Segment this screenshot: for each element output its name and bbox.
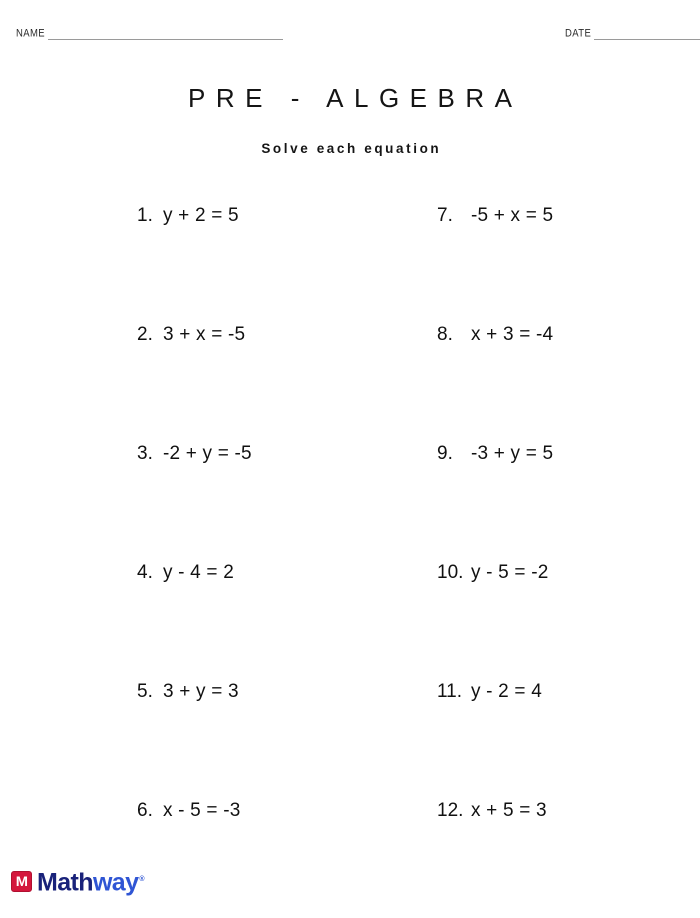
problem-equation: 3 + y = 3 [163, 681, 239, 702]
mathway-mark-letter: M [15, 873, 28, 889]
mathway-mark-icon [11, 871, 32, 892]
problems-column-left [137, 204, 252, 918]
problem-equation: x + 3 = -4 [471, 324, 554, 345]
problem-number: 2. [137, 324, 153, 345]
name-label: NAME [16, 27, 46, 40]
worksheet-header [0, 22, 700, 42]
problem-equation: -3 + y = 5 [471, 443, 554, 464]
date-field[interactable] [565, 22, 700, 40]
problem-number: 1. [137, 205, 153, 226]
name-input-rule[interactable] [48, 28, 283, 40]
problem-equation: y - 2 = 4 [471, 681, 542, 702]
problem-number: 7. [437, 205, 453, 226]
date-input-rule[interactable] [594, 28, 700, 40]
problems-column-right [437, 204, 553, 918]
problem-number: 3. [137, 443, 153, 464]
problem-number: 10. [437, 562, 464, 583]
problem-equation: x - 5 = -3 [163, 800, 241, 821]
problem-equation: -2 + y = -5 [163, 443, 252, 464]
problem-item [437, 442, 553, 561]
page-subtitle: Solve each equation [261, 141, 442, 156]
date-label: DATE [565, 27, 592, 40]
problem-equation: x + 5 = 3 [471, 800, 547, 821]
problem-equation: y - 5 = -2 [471, 562, 549, 583]
name-field[interactable] [16, 22, 283, 40]
problem-item [137, 799, 252, 918]
problem-item [137, 204, 252, 323]
mathway-wordmark [37, 867, 144, 895]
problem-number: 9. [437, 443, 453, 464]
problem-number: 5. [137, 681, 153, 702]
problem-equation: y + 2 = 5 [163, 205, 239, 226]
problem-equation: -5 + x = 5 [471, 205, 554, 226]
problem-item [437, 680, 553, 799]
page-title: PRE - ALGEBRA [188, 83, 523, 113]
problem-number: 11. [437, 681, 463, 702]
problem-item [137, 561, 252, 680]
problem-item [437, 323, 553, 442]
problem-item [137, 680, 252, 799]
problem-equation: 3 + x = -5 [163, 324, 246, 345]
problem-number: 12. [437, 800, 464, 821]
problem-item [437, 204, 553, 323]
mathway-wordmark-first: Math [37, 868, 93, 897]
problem-equation: y - 4 = 2 [163, 562, 234, 583]
problem-item [137, 442, 252, 561]
problem-number: 6. [137, 800, 153, 821]
problem-number: 8. [437, 324, 453, 345]
mathway-wordmark-second: way [92, 868, 139, 897]
problem-item [437, 561, 553, 680]
problem-number: 4. [137, 562, 153, 583]
problem-item [437, 799, 553, 918]
mathway-logo[interactable] [11, 868, 144, 897]
problem-item [137, 323, 252, 442]
trademark-icon: ® [139, 875, 144, 883]
